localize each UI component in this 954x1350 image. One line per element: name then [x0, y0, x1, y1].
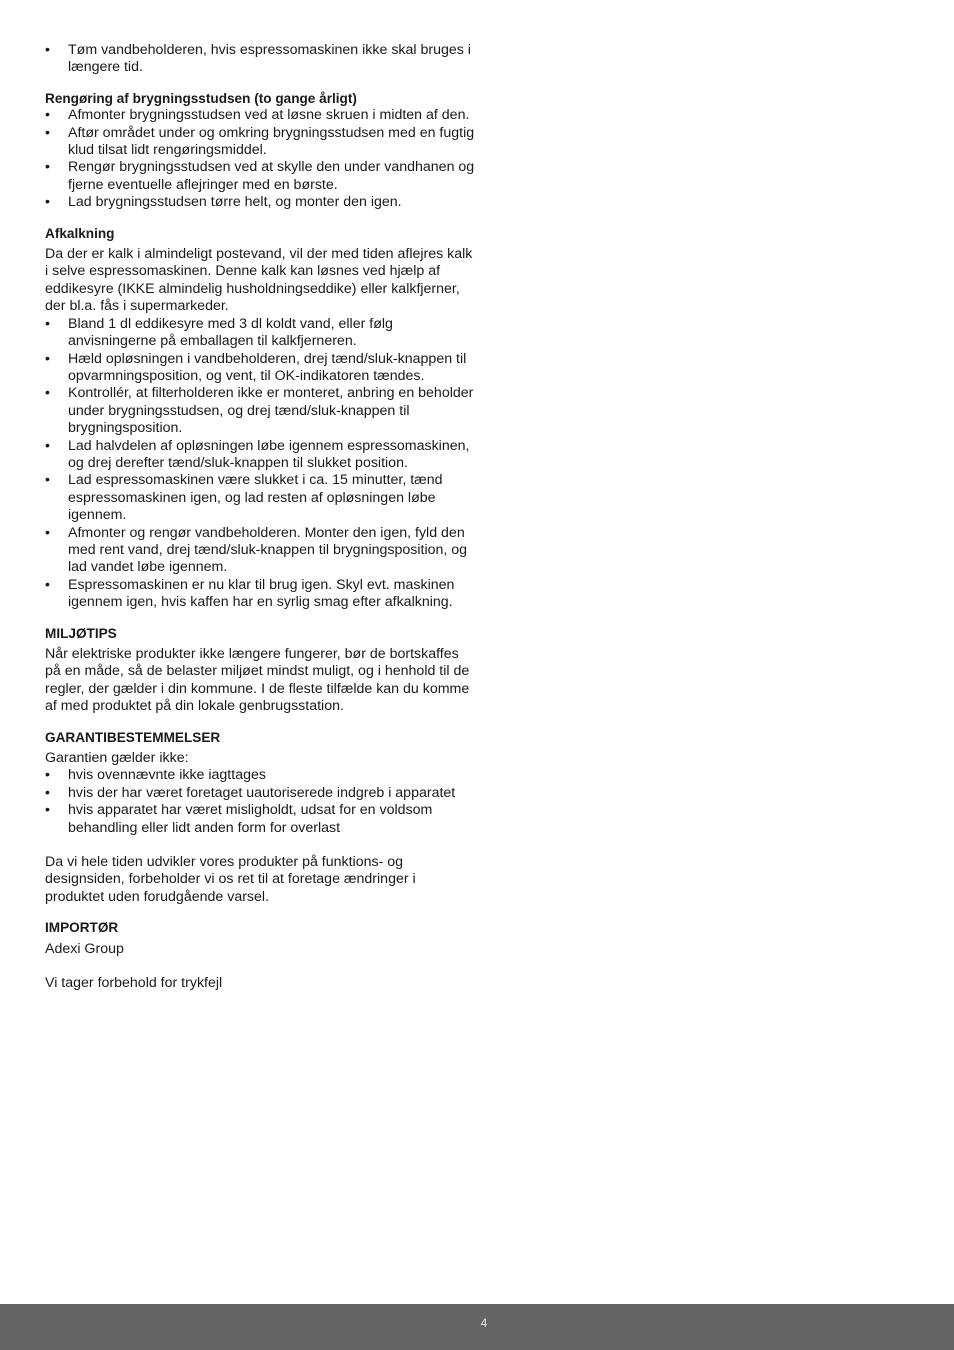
list-item [45, 385, 475, 437]
list-item-text: Afmonter brygningsstudsen ved at løsne skruen i midten af den. [68, 107, 470, 124]
list-item [45, 785, 475, 802]
list-item-text: Tøm vandbeholderen, hvis espressomaskinen ikke skal bruges i længere tid. [68, 42, 471, 76]
list-item [45, 194, 475, 211]
bullet-glyph: • [45, 315, 50, 332]
manual-page-content [45, 42, 475, 993]
list-item [45, 767, 475, 784]
list-item-text: Afmonter og rengør vandbeholderen. Monter den igen, fyld den med rent vand, drej tænd/sluk-knappen til brygningsposition, og lad vandet løbe igennem. [68, 524, 468, 576]
cleaning-bullet-list [45, 107, 475, 211]
paragraph-spacer [45, 837, 475, 854]
list-item-text: Espressomaskinen er nu klar til brug igen. Skyl evt. maskinen igennem igen, hvis kaffen har en syrlig smag efter afkalkning. [68, 576, 455, 611]
list-item [45, 525, 475, 577]
list-item-text: hvis ovennævnte ikke iagttages [68, 767, 266, 784]
list-item [45, 351, 475, 386]
list-item-text: Kontrollér, at filterholderen ikke er monteret, anbring en beholder under brygningsstudsen, og drej tænd/sluk-knappen til brygningsposition. [68, 385, 474, 437]
section-heading-cleaning: Rengøring af brygningsstudsen (to gange årligt) [45, 90, 357, 106]
list-item [45, 438, 475, 473]
list-item [45, 802, 475, 837]
print-error-disclaimer: Vi tager forbehold for trykfejl [45, 975, 223, 992]
list-item [45, 159, 475, 194]
bullet-glyph: • [45, 350, 50, 367]
section-heading-descaling: Afkalkning [45, 225, 115, 241]
list-item-text: Lad halvdelen af opløsningen løbe igennem espressomaskinen, og drej derefter tænd/sluk-knappen til slukket position. [68, 437, 470, 471]
bullet-glyph: • [45, 784, 50, 801]
warranty-lead: Garantien gælder ikke: [45, 750, 189, 767]
intro-bullet-list [45, 42, 475, 77]
list-item-text: Lad brygningsstudsen tørre helt, og monter den igen. [68, 194, 402, 211]
list-item [45, 42, 475, 77]
list-item-text: Lad espressomaskinen være slukket i ca. 15 minutter, tænd espressomaskinen igen, og lad resten af opløsningen løbe igennem. [68, 472, 443, 524]
bullet-glyph: • [45, 159, 50, 176]
section-heading-importer: IMPORTØR [45, 920, 119, 936]
bullet-glyph: • [45, 42, 50, 58]
bullet-glyph: • [45, 802, 50, 819]
list-item-text: Rengør brygningsstudsen ved at skylle den under vandhanen og fjerne eventuelle aflejringer med en børste. [68, 159, 475, 193]
list-item [45, 577, 475, 612]
list-item-text: hvis apparatet har været misligholdt, udsat for en voldsom behandling eller lidt anden form for overlast [68, 802, 433, 836]
warranty-closing-paragraph: Da vi hele tiden udvikler vores produkter på funktions- og designsiden, forbeholder vi os ret til at foretage ændringer i produktet uden forudgående varsel. [45, 854, 416, 905]
bullet-glyph: • [45, 472, 50, 489]
section-heading-warranty: GARANTIBESTEMMELSER [45, 729, 221, 745]
environment-paragraph: Når elektriske produkter ikke længere fungerer, bør de bortskaffes på en måde, så de belaster miljøet mindst muligt, og i henhold til de regler, der gælder i din kommune. I de fleste tilfælde kan du komme af med produktet på din lokale genbrugsstation. [45, 646, 470, 715]
warranty-bullet-list [45, 767, 475, 837]
list-item [45, 316, 475, 351]
bullet-glyph: • [45, 576, 50, 593]
list-item [45, 472, 475, 524]
list-item-text: Hæld opløsningen i vandbeholderen, drej tænd/sluk-knappen til opvarmningsposition, og vent, til OK-indikatoren tændes. [68, 350, 467, 384]
bullet-glyph: • [45, 124, 50, 141]
list-item [45, 125, 475, 160]
descaling-bullet-list [45, 316, 475, 612]
bullet-glyph: • [45, 437, 50, 454]
section-heading-environment: MILJØTIPS [45, 625, 117, 641]
page-footer-bar [0, 1304, 954, 1350]
bullet-glyph: • [45, 524, 50, 541]
paragraph-spacer [45, 958, 475, 975]
importer-name: Adexi Group [45, 940, 124, 957]
list-item-text: hvis der har været foretaget uautoriserede indgreb i apparatet [68, 784, 456, 801]
list-item-text: Aftør området under og omkring brygningsstudsen med en fugtig klud tilsat lidt rengøringsmiddel. [68, 124, 475, 159]
descaling-intro-paragraph: Da der er kalk i almindeligt postevand, vil der med tiden aflejres kalk i selve espressomaskinen. Denne kalk kan løsnes ved hjælp af eddikesyre (IKKE almindelig husholdningseddike) eller kalkfjerner, der bl.a. fås i supermarkeder. [45, 246, 473, 315]
bullet-glyph: • [45, 385, 50, 402]
bullet-glyph: • [45, 194, 50, 211]
list-item [45, 107, 475, 124]
page-number: 4 [480, 1316, 488, 1330]
list-item-text: Bland 1 dl eddikesyre med 3 dl koldt vand, eller følg anvisningerne på emballagen til kalkfjerneren. [68, 315, 393, 350]
bullet-glyph: • [45, 767, 50, 784]
bullet-glyph: • [45, 107, 50, 124]
